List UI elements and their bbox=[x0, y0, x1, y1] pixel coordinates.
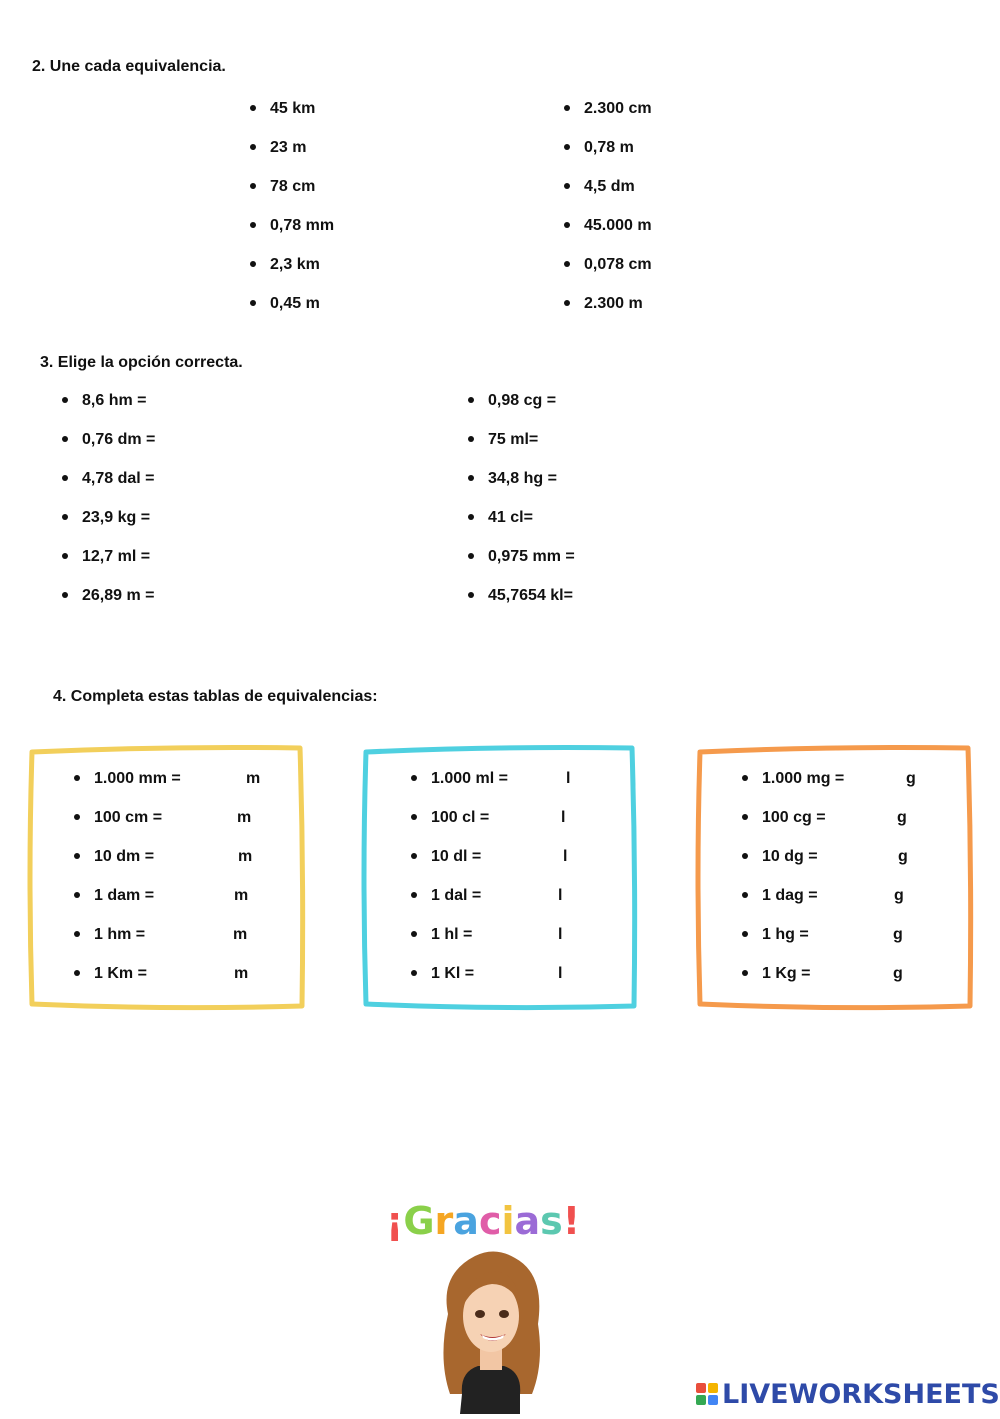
section-3-right-item-label: 34,8 hg = bbox=[488, 470, 557, 487]
bullet-icon bbox=[468, 592, 474, 598]
section-3-left-item-label: 23,9 kg = bbox=[82, 509, 151, 526]
equivalence-row bbox=[74, 963, 147, 985]
section-2-left-item-label: 2,3 km bbox=[270, 256, 320, 273]
section-2-left-item bbox=[250, 98, 315, 120]
bullet-icon bbox=[62, 592, 68, 598]
section-3-right-item bbox=[468, 585, 573, 607]
bullet-icon bbox=[411, 853, 417, 859]
section-3-left-item bbox=[62, 507, 150, 529]
equivalence-unit: m bbox=[238, 848, 253, 865]
bullet-icon bbox=[74, 970, 80, 976]
section-3-right-item-label: 45,7654 kl= bbox=[488, 587, 573, 604]
equivalence-unit: g bbox=[898, 848, 908, 865]
equivalence-row-label: 10 dl = bbox=[431, 848, 482, 865]
equivalence-row bbox=[742, 963, 810, 985]
equivalence-unit: m bbox=[234, 965, 249, 982]
bullet-icon bbox=[468, 553, 474, 559]
bullet-icon bbox=[250, 105, 256, 111]
bullet-icon bbox=[564, 222, 570, 228]
section-3-right-item bbox=[468, 468, 557, 490]
bullet-icon bbox=[74, 853, 80, 859]
equivalence-row bbox=[411, 885, 481, 907]
section-3-right-item-label: 75 ml= bbox=[488, 431, 539, 448]
section-2-left-item-label: 0,45 m bbox=[270, 295, 320, 312]
bullet-icon bbox=[62, 436, 68, 442]
logo-mark-square bbox=[696, 1395, 706, 1405]
gracias-letter: G bbox=[403, 1199, 435, 1243]
section-3-right-item bbox=[468, 546, 575, 568]
section-2-right-item-label: 2.300 m bbox=[584, 295, 643, 312]
equivalence-row bbox=[74, 885, 154, 907]
gracias-letter: r bbox=[434, 1199, 454, 1243]
equivalence-row-label: 1.000 ml = bbox=[431, 770, 508, 787]
gracias-letter: a bbox=[514, 1199, 541, 1243]
equivalence-row-label: 1 Kg = bbox=[762, 965, 811, 982]
section-2-left-item-label: 78 cm bbox=[270, 178, 316, 195]
bullet-icon bbox=[62, 475, 68, 481]
bullet-icon bbox=[468, 475, 474, 481]
bullet-icon bbox=[564, 105, 570, 111]
equivalence-row-label: 1 Kl = bbox=[431, 965, 475, 982]
bullet-icon bbox=[74, 775, 80, 781]
bullet-icon bbox=[564, 144, 570, 150]
bullet-icon bbox=[250, 222, 256, 228]
bullet-icon bbox=[564, 261, 570, 267]
equivalence-unit: g bbox=[894, 887, 904, 904]
equivalence-row-label: 1 hg = bbox=[762, 926, 809, 943]
section-2-right-item bbox=[564, 137, 634, 159]
bullet-icon bbox=[742, 775, 748, 781]
section-2-right-item-label: 0,78 m bbox=[584, 139, 634, 156]
section-2-left-item-label: 45 km bbox=[270, 100, 316, 117]
section-3-right-item bbox=[468, 429, 538, 451]
bullet-icon bbox=[74, 892, 80, 898]
equivalence-row-label: 1 dal = bbox=[431, 887, 482, 904]
section-2-heading: 2. Une cada equivalencia. bbox=[32, 58, 226, 75]
section-2-right-item bbox=[564, 176, 635, 198]
equivalence-row-label: 1.000 mm = bbox=[94, 770, 181, 787]
section-2-left-item bbox=[250, 215, 334, 237]
section-3-left-item-label: 0,76 dm = bbox=[82, 431, 156, 448]
equivalence-row bbox=[411, 807, 489, 829]
section-2-right-item-label: 45.000 m bbox=[584, 217, 652, 234]
section-2-left-item-label: 0,78 mm bbox=[270, 217, 335, 234]
section-3-right-item-label: 0,98 cg = bbox=[488, 392, 557, 409]
section-2-right-item bbox=[564, 215, 652, 237]
logo-mark-square bbox=[696, 1383, 706, 1393]
bullet-icon bbox=[62, 553, 68, 559]
equivalence-row bbox=[411, 924, 472, 946]
equivalence-unit: g bbox=[893, 965, 903, 982]
equivalence-row-label: 100 cl = bbox=[431, 809, 490, 826]
bullet-icon bbox=[411, 814, 417, 820]
section-4-heading: 4. Completa estas tablas de equivalencias: bbox=[53, 688, 378, 705]
bullet-icon bbox=[74, 931, 80, 937]
equivalence-unit: m bbox=[237, 809, 252, 826]
section-2-left-item-label: 23 m bbox=[270, 139, 307, 156]
equivalence-row-label: 1 Km = bbox=[94, 965, 147, 982]
equivalence-row-label: 1 hl = bbox=[431, 926, 473, 943]
gracias-letter: ! bbox=[562, 1199, 581, 1243]
equivalence-row-label: 100 cm = bbox=[94, 809, 163, 826]
section-2-right-item-label: 4,5 dm bbox=[584, 178, 635, 195]
equivalence-unit: m bbox=[234, 887, 249, 904]
section-3-left-item-label: 4,78 dal = bbox=[82, 470, 155, 487]
gracias-title bbox=[386, 1196, 596, 1246]
equivalence-row bbox=[742, 885, 818, 907]
bullet-icon bbox=[62, 514, 68, 520]
equivalence-unit: m bbox=[233, 926, 248, 943]
section-3-left-item bbox=[62, 390, 146, 412]
bullet-icon bbox=[250, 183, 256, 189]
equivalence-row-label: 1 hm = bbox=[94, 926, 146, 943]
liveworksheets-logo-text: LIVEWORKSHEETS bbox=[722, 1378, 1000, 1410]
smiling-woman-avatar-icon bbox=[420, 1244, 560, 1414]
bullet-icon bbox=[411, 931, 417, 937]
equivalence-row bbox=[74, 924, 145, 946]
equivalence-unit: l bbox=[563, 848, 568, 865]
equivalence-row-label: 1.000 mg = bbox=[762, 770, 845, 787]
section-3-right-item bbox=[468, 507, 533, 529]
section-3-left-item bbox=[62, 546, 150, 568]
equivalence-row bbox=[411, 768, 508, 790]
equivalence-row-label: 1 dam = bbox=[94, 887, 155, 904]
bullet-icon bbox=[74, 814, 80, 820]
gracias-letter: c bbox=[478, 1199, 502, 1243]
equivalence-row bbox=[742, 768, 844, 790]
bullet-icon bbox=[250, 300, 256, 306]
bullet-icon bbox=[742, 814, 748, 820]
equivalence-unit: g bbox=[893, 926, 903, 943]
bullet-icon bbox=[250, 144, 256, 150]
equivalence-unit: g bbox=[906, 770, 916, 787]
section-3-left-item bbox=[62, 468, 155, 490]
equivalence-unit: l bbox=[558, 887, 563, 904]
section-3-left-item-label: 8,6 hm = bbox=[82, 392, 147, 409]
equivalence-unit: l bbox=[558, 965, 563, 982]
bullet-icon bbox=[742, 853, 748, 859]
bullet-icon bbox=[411, 892, 417, 898]
bullet-icon bbox=[411, 775, 417, 781]
equivalence-row bbox=[742, 924, 809, 946]
section-3-right-item-label: 0,975 mm = bbox=[488, 548, 575, 565]
section-2-right-item-label: 0,078 cm bbox=[584, 256, 652, 273]
equivalence-row bbox=[74, 846, 154, 868]
section-3-heading: 3. Elige la opción correcta. bbox=[40, 354, 243, 371]
gracias-letter: i bbox=[501, 1199, 515, 1243]
equivalence-row-label: 100 cg = bbox=[762, 809, 826, 826]
bullet-icon bbox=[564, 300, 570, 306]
gracias-letter: s bbox=[540, 1199, 563, 1243]
logo-mark-square bbox=[708, 1383, 718, 1393]
liveworksheets-mark-icon bbox=[696, 1383, 718, 1405]
equivalence-row-label: 10 dg = bbox=[762, 848, 818, 865]
bullet-icon bbox=[742, 892, 748, 898]
section-3-right-item bbox=[468, 390, 556, 412]
bullet-icon bbox=[742, 931, 748, 937]
section-2-right-item bbox=[564, 293, 643, 315]
equivalence-unit: l bbox=[558, 926, 563, 943]
section-3-right-item-label: 41 cl= bbox=[488, 509, 533, 526]
equivalence-row-label: 10 dm = bbox=[94, 848, 155, 865]
section-3-left-item bbox=[62, 429, 155, 451]
bullet-icon bbox=[411, 970, 417, 976]
equivalence-unit: l bbox=[566, 770, 571, 787]
gracias-letter: a bbox=[453, 1199, 479, 1243]
gracias-letter: ¡ bbox=[386, 1199, 404, 1243]
bullet-icon bbox=[62, 397, 68, 403]
bullet-icon bbox=[742, 970, 748, 976]
section-2-right-item-label: 2.300 cm bbox=[584, 100, 652, 117]
equivalence-row bbox=[74, 807, 162, 829]
equivalence-row bbox=[742, 846, 818, 868]
section-2-left-item bbox=[250, 254, 320, 276]
section-2-left-item bbox=[250, 137, 306, 159]
section-2-right-item bbox=[564, 254, 652, 276]
equivalence-unit: m bbox=[246, 770, 261, 787]
bullet-icon bbox=[564, 183, 570, 189]
equivalence-row bbox=[742, 807, 826, 829]
section-3-left-item bbox=[62, 585, 155, 607]
equivalence-unit: g bbox=[897, 809, 907, 826]
section-3-left-item-label: 12,7 ml = bbox=[82, 548, 151, 565]
section-3-left-item-label: 26,89 m = bbox=[82, 587, 155, 604]
equivalence-row bbox=[74, 768, 181, 790]
section-2-left-item bbox=[250, 176, 315, 198]
bullet-icon bbox=[468, 436, 474, 442]
equivalence-row-label: 1 dag = bbox=[762, 887, 818, 904]
section-2-left-item bbox=[250, 293, 320, 315]
liveworksheets-logo bbox=[696, 1376, 1000, 1412]
logo-mark-square bbox=[708, 1395, 718, 1405]
equivalence-row bbox=[411, 846, 481, 868]
equivalence-unit: l bbox=[561, 809, 566, 826]
equivalence-row bbox=[411, 963, 474, 985]
bullet-icon bbox=[468, 397, 474, 403]
section-2-right-item bbox=[564, 98, 652, 120]
bullet-icon bbox=[468, 514, 474, 520]
bullet-icon bbox=[250, 261, 256, 267]
